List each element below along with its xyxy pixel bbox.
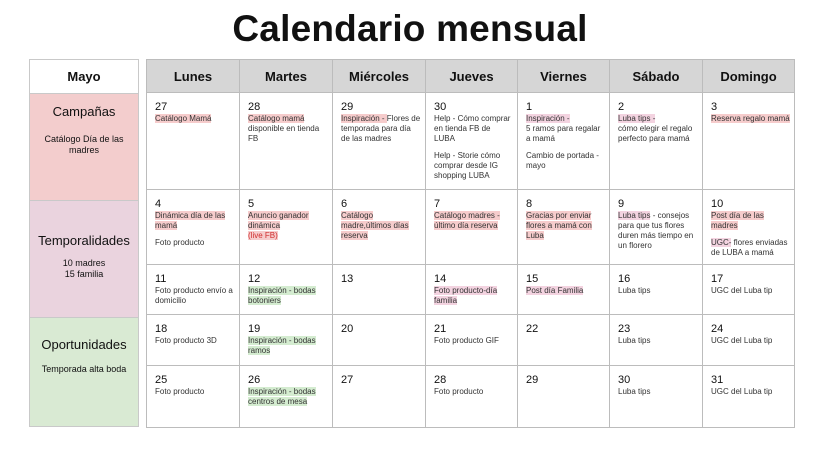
calendar-entry — [155, 286, 235, 306]
calendar-entry — [434, 151, 513, 181]
calendar-entry — [526, 286, 605, 296]
entry-text: Dinámica día de las mamá — [155, 211, 226, 230]
entry-text: Help - Cómo comprar en tienda FB de LUBA — [434, 114, 511, 143]
calendar-entry — [155, 238, 235, 248]
calendar-grid — [146, 59, 795, 428]
weekday-header-row — [147, 60, 795, 93]
entry-text: Foto producto GIF — [434, 336, 499, 345]
calendar-entry — [341, 114, 421, 144]
day-number: 19 — [248, 323, 261, 335]
entry-text: Reserva regalo mamá — [711, 114, 790, 123]
entry-text: Luba tips — [618, 211, 651, 220]
entry-text: UGC del Luba tip — [711, 336, 773, 345]
day-number: 7 — [434, 198, 441, 210]
calendar-day-cell[interactable] — [333, 265, 426, 315]
month-label: Mayo — [30, 60, 138, 94]
calendar-day-cell[interactable] — [333, 315, 426, 366]
day-number: 16 — [618, 273, 631, 285]
calendar-day-cell[interactable] — [518, 190, 610, 265]
calendar-day-cell[interactable] — [703, 366, 795, 428]
calendar-entry — [711, 286, 790, 296]
entry-text: Help - Storie cómo comprar desde IG shopping LUBA — [434, 151, 501, 180]
calendar-day-cell[interactable] — [610, 190, 703, 265]
day-number: 4 — [155, 198, 162, 210]
opportunities-section — [30, 318, 138, 426]
calendar-day-cell[interactable] — [426, 265, 518, 315]
day-number: 17 — [711, 273, 724, 285]
calendar-entry — [618, 114, 698, 124]
calendar-entry — [618, 387, 698, 397]
entry-text: 5 ramos para regalar a mamá — [526, 124, 601, 143]
weekday-header: Domingo — [703, 60, 795, 93]
calendar-entry — [711, 387, 790, 397]
entry-text: Luba tips — [618, 336, 651, 345]
calendar-day-cell[interactable] — [518, 366, 610, 428]
calendar-entry — [248, 286, 328, 306]
calendar-week-row — [147, 366, 795, 428]
calendar-entry — [155, 336, 235, 346]
day-number: 30 — [434, 101, 447, 113]
entry-text: Cambio de portada - mayo — [526, 151, 599, 170]
calendar-day-cell[interactable] — [147, 93, 240, 190]
day-number: 24 — [711, 323, 724, 335]
calendar-day-cell[interactable] — [703, 315, 795, 366]
day-number: 12 — [248, 273, 261, 285]
entry-text: Foto producto 3D — [155, 336, 217, 345]
calendar-week-row — [147, 93, 795, 190]
calendar-day-cell[interactable] — [240, 366, 333, 428]
day-number: 18 — [155, 323, 168, 335]
entry-text: Foto producto-día familia — [434, 286, 498, 305]
calendar-entry — [248, 114, 328, 124]
day-number: 31 — [711, 374, 724, 386]
calendar-day-cell[interactable] — [147, 265, 240, 315]
day-number: 28 — [248, 101, 261, 113]
entry-text: Post día de las madres — [711, 211, 764, 230]
calendar-entry — [618, 211, 698, 251]
calendar-day-cell[interactable] — [426, 315, 518, 366]
day-number: 28 — [434, 374, 447, 386]
seasonality-section — [30, 201, 138, 318]
campaigns-body: Catálogo Día de las madres — [44, 134, 124, 155]
calendar-entry — [248, 124, 328, 144]
calendar-entry — [618, 336, 698, 346]
calendar-entry — [434, 387, 513, 397]
calendar-day-cell[interactable] — [703, 265, 795, 315]
day-number: 29 — [526, 374, 539, 386]
calendar-entry — [248, 387, 328, 407]
entry-text: disponible en tienda FB — [248, 124, 320, 143]
entry-text-continued: - consejos para que tus flores duren más tiempo en un florero — [618, 211, 694, 250]
seasonality-body-line: 15 familia — [64, 269, 104, 279]
calendar-entry — [526, 124, 605, 144]
calendar-entry — [155, 387, 235, 397]
day-number: 23 — [618, 323, 631, 335]
calendar-entry — [248, 211, 328, 231]
day-number: 2 — [618, 101, 625, 113]
calendar-day-cell[interactable] — [240, 265, 333, 315]
entry-text: Foto producto — [155, 238, 205, 247]
calendar-day-cell[interactable] — [518, 315, 610, 366]
entry-text: Luba tips - — [618, 114, 656, 123]
entry-text: Inspiración - bodas ramos — [248, 336, 316, 355]
entry-text: Catálogo mamá — [248, 114, 305, 123]
calendar-day-cell[interactable] — [703, 190, 795, 265]
seasonality-heading: Temporalidades — [38, 233, 130, 248]
calendar-day-cell[interactable] — [518, 265, 610, 315]
day-number: 5 — [248, 198, 255, 210]
entry-text: Luba tips — [618, 387, 651, 396]
entry-text: Foto producto — [434, 387, 484, 396]
day-number: 11 — [155, 273, 167, 285]
calendar-entry — [711, 238, 790, 258]
calendar-entry — [155, 114, 235, 124]
entry-text: Inspiración - — [526, 114, 570, 123]
calendar-day-cell[interactable] — [240, 93, 333, 190]
entry-text: Catálogo madre,últimos días reserva — [341, 211, 409, 240]
calendar-week-row — [147, 315, 795, 366]
calendar-entry — [711, 211, 790, 231]
calendar-day-cell[interactable] — [518, 93, 610, 190]
day-number: 26 — [248, 374, 261, 386]
entry-text: Anuncio ganador dinámica — [248, 211, 309, 230]
entry-text-continued: Flores de temporada para día de las madres — [341, 114, 421, 143]
day-number: 30 — [618, 374, 631, 386]
campaigns-section — [30, 94, 138, 201]
calendar-day-cell[interactable] — [426, 93, 518, 190]
calendar-day-cell[interactable] — [147, 315, 240, 366]
spacer — [526, 144, 605, 151]
opportunities-body: Temporada alta boda — [41, 364, 127, 374]
calendar-day-cell[interactable] — [610, 315, 703, 366]
calendar-entry — [434, 286, 513, 306]
entry-text: Gracias por enviar flores a mamá con Luba — [526, 211, 592, 240]
day-number: 1 — [526, 101, 533, 113]
day-number: 27 — [341, 374, 354, 386]
day-number: 3 — [711, 101, 718, 113]
calendar-day-cell[interactable] — [240, 315, 333, 366]
calendar-day-cell[interactable] — [703, 93, 795, 190]
calendar-entry — [341, 211, 421, 241]
entry-text: Inspiración - bodas botoniers — [248, 286, 316, 305]
sidebar-legend — [29, 59, 139, 427]
entry-text: Catálogo Mamá — [155, 114, 212, 123]
calendar-entry — [155, 211, 235, 231]
day-number: 10 — [711, 198, 724, 210]
spacer — [711, 231, 790, 238]
calendar-day-cell[interactable] — [610, 93, 703, 190]
day-number: 27 — [155, 101, 168, 113]
calendar-day-cell[interactable] — [333, 93, 426, 190]
calendar-day-cell[interactable] — [426, 366, 518, 428]
day-number: 14 — [434, 273, 447, 285]
calendar-week-row — [147, 265, 795, 315]
calendar-entry — [526, 114, 605, 124]
entry-text: UGC del Luba tip — [711, 387, 773, 396]
calendar-day-cell[interactable] — [147, 190, 240, 265]
weekday-header: Jueves — [426, 60, 518, 93]
calendar-entry — [248, 231, 328, 241]
calendar-entry — [434, 211, 513, 231]
calendar-day-cell[interactable] — [147, 366, 240, 428]
calendar-day-cell[interactable] — [240, 190, 333, 265]
opportunities-heading: Oportunidades — [41, 337, 127, 352]
day-number: 13 — [341, 273, 354, 285]
day-number: 15 — [526, 273, 539, 285]
spacer — [155, 231, 235, 238]
calendar-day-cell[interactable] — [610, 366, 703, 428]
seasonality-body-line: 10 madres — [62, 258, 106, 268]
weekday-header: Martes — [240, 60, 333, 93]
calendar-day-cell[interactable] — [426, 190, 518, 265]
day-number: 25 — [155, 374, 168, 386]
entry-text: Inspiración - — [341, 114, 387, 123]
calendar-entry — [526, 211, 605, 241]
calendar-entry — [711, 336, 790, 346]
calendar-entry — [711, 114, 790, 124]
entry-text: Foto producto — [155, 387, 205, 396]
calendar-entry — [434, 114, 513, 144]
weekday-header: Lunes — [147, 60, 240, 93]
day-number: 21 — [434, 323, 447, 335]
weekday-header: Viernes — [518, 60, 610, 93]
day-number: 22 — [526, 323, 539, 335]
entry-text: Inspiración - bodas centros de mesa — [248, 387, 316, 406]
day-number: 20 — [341, 323, 354, 335]
entry-text: Luba tips — [618, 286, 651, 295]
calendar-entry — [434, 336, 513, 346]
entry-text: Catálogo madres - último día reserva — [434, 211, 500, 230]
weekday-header: Miércoles — [333, 60, 426, 93]
weekday-header: Sábado — [610, 60, 703, 93]
calendar-week-row — [147, 190, 795, 265]
day-number: 29 — [341, 101, 354, 113]
day-number: 6 — [341, 198, 348, 210]
calendar-day-cell[interactable] — [333, 366, 426, 428]
spacer — [434, 144, 513, 151]
campaigns-heading: Campañas — [52, 104, 116, 119]
calendar-day-cell[interactable] — [333, 190, 426, 265]
entry-text-continued: flores enviadas de LUBA a mamá — [711, 238, 788, 257]
entry-text: UGC- — [711, 238, 732, 247]
day-number: 9 — [618, 198, 625, 210]
entry-text: cómo elegir el regalo perfecto para mamá — [618, 124, 693, 143]
calendar-entry — [618, 286, 698, 296]
entry-text: Foto producto envío a domicilio — [155, 286, 233, 305]
day-number: 8 — [526, 198, 533, 210]
page-title: Calendario mensual — [232, 8, 588, 49]
entry-text: (live FB) — [248, 231, 278, 240]
calendar-entry — [526, 151, 605, 171]
calendar-entry — [248, 336, 328, 356]
calendar-entry — [618, 124, 698, 144]
entry-text: Post día Familia — [526, 286, 584, 295]
entry-text: UGC del Luba tip — [711, 286, 773, 295]
calendar-day-cell[interactable] — [610, 265, 703, 315]
